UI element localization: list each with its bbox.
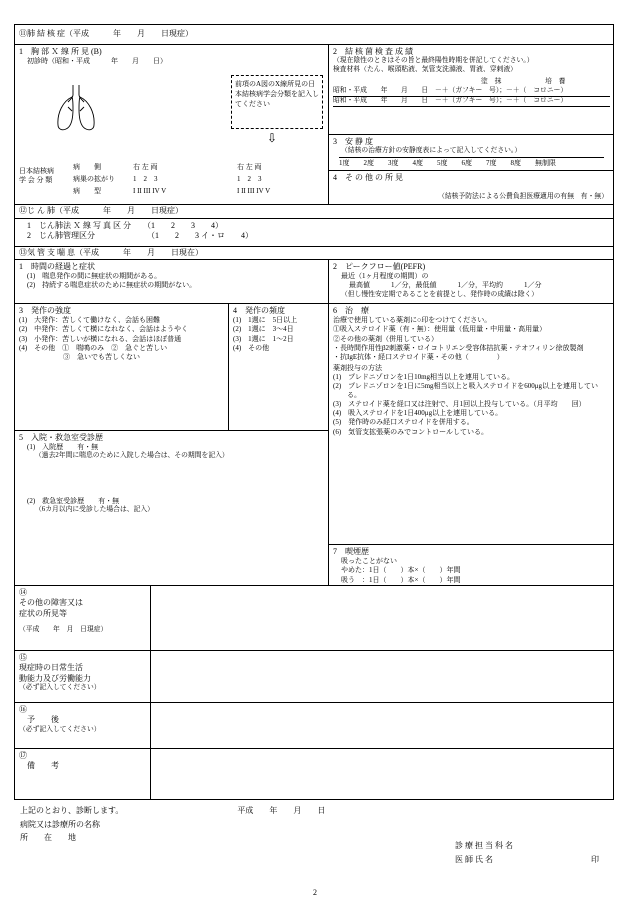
rest-degrees: 1度 2度 3度 4度 5度 6度 7度 8度 無制限	[339, 157, 604, 168]
pefr-cell	[328, 259, 614, 303]
smear-column-label: 塗 抹	[481, 78, 502, 86]
treatment-method: (2) プレドニゾロンを1日に5mg相当以上と吸入ステロイドを600μg以上を連用している。	[333, 382, 598, 400]
smoking-item: 吸ったことがない	[341, 557, 397, 566]
section-15-entry-area	[150, 650, 614, 702]
section-14-label-line2: 症状の所見等	[19, 608, 67, 618]
section-13-title: ⑬気 管 支 喘 息（平成 年 月 日現在）	[19, 248, 203, 257]
admission-note2: （6カ月以内に受診した場合は、記入）	[35, 506, 154, 514]
intensity-item: ③ 急いでも苦しくない	[63, 352, 140, 361]
intensity-item: (2) 中発作：苦しくて横になれなく、会話はようやく	[19, 325, 189, 334]
frequency-item: (2) 1週に 3～4日	[233, 325, 294, 334]
pneumoconiosis-management-class: 2 じん肺管理区分 （1 2 3 イ・ロ 4）	[27, 231, 253, 241]
xray-classification-note-box	[231, 75, 323, 129]
bacteria-test-cell	[328, 44, 614, 134]
xray-classification-note: 前項のA図のX線所見の日本結核病学会分類を記入してください	[235, 80, 319, 109]
xray-first-exam: 初診時（昭和・平成 年 月 日）	[27, 57, 167, 66]
culture-column-label: 培 養	[545, 78, 566, 86]
time-course-cell	[14, 259, 328, 303]
attack-intensity-heading: 3 発作の強度	[19, 306, 71, 315]
treatment-method: (3) ステロイド薬を経口又は注射で、月1回以上投与している。（月平均 回）	[333, 400, 586, 409]
section-16-label: 予 後	[27, 715, 59, 725]
bacteria-column-headers	[333, 78, 610, 87]
treatment-other-drugs: ②その他の薬剤（併用している）	[333, 334, 438, 343]
treatment-intro: 治療で使用している薬剤に○印をつけてください。	[333, 316, 492, 325]
section-16-note: （必ず記入してください）	[19, 725, 101, 733]
address-label: 所 在 地	[20, 833, 76, 842]
section-12-title: ⑫じ ん 肺（平成 年 月 日現症）	[19, 206, 183, 215]
smoking-item: 吸う ：1日（ ）本×（ ）年間	[341, 575, 461, 584]
bacteria-note2: 検査材料（たん、喉頭粘液、気管支洗滌液、胃液、穿刺液）	[333, 66, 517, 74]
treatment-method: (1) プレドニゾロンを1日10mg相当以上を連用している。	[333, 372, 515, 381]
page-number: 2	[313, 888, 317, 897]
xray-heading: 1 胸 部 Ｘ 線 所 見 (B)	[19, 47, 102, 56]
section-15-number: ⑮	[19, 653, 27, 662]
treatment-heading: 6 治 療	[333, 306, 369, 315]
department-label: 診 療 担 当 科 名	[455, 841, 513, 850]
section-15-label-line1: 現症時の日常生活	[19, 663, 83, 673]
section-12-items-cell	[14, 218, 614, 246]
society-classification-table	[19, 161, 321, 197]
bacteria-row-2: 昭和・平成 年 月 日 －＋（ガフキー 号）；－＋（ コロニー）	[333, 97, 610, 107]
declaration-line	[20, 806, 325, 816]
section-14-entry-area	[150, 585, 614, 650]
hospital-name-label: 病院又は診療所の名称	[20, 820, 100, 829]
section-14-label-cell	[14, 585, 150, 650]
smoking-history-cell	[328, 545, 614, 585]
pefr-values: 最高値 1／分，最低値 1／分，平均約 1／分	[349, 281, 542, 290]
other-findings-note: （結核予防法による公費負担医療適用の有無 有・無）	[438, 193, 608, 201]
bacteria-note1: （現在陰性のときはその旨と最終陽性時期を併記してください。）	[333, 57, 534, 65]
lungs-diagram-icon	[53, 83, 99, 133]
seal-label: 印	[591, 855, 599, 864]
declaration-text: 上記のとおり、診断します。	[20, 806, 124, 815]
form-table	[14, 24, 614, 800]
classification-row-type: 病 型 I II III IV V I II III IV V	[73, 187, 271, 195]
treatment-method: (5) 発作時のみ経口ステロイドを併用する。	[333, 418, 474, 427]
admission-item1: (1) 入院歴 有・無	[27, 443, 99, 452]
smoking-heading: 7 喫煙歴	[333, 547, 369, 556]
section-11-title: ⑪肺 結 核 症（平成 年 月 日現症）	[19, 29, 193, 38]
bacteria-heading: 2 結 核 菌 検 査 成 績	[333, 47, 413, 56]
section-16-label-cell	[14, 702, 150, 748]
classification-row-extent: 病巣の拡がり 1 2 3 1 2 3	[73, 175, 262, 183]
xray-findings-cell	[14, 44, 328, 204]
section-17-entry-area	[150, 748, 614, 800]
section-17-number: ⑰	[19, 751, 27, 760]
smoking-item: やめた：1日（ ）本×（ ）年間	[341, 566, 461, 575]
intensity-item: (1) 大発作：苦しくて働けなく、会話も困難	[19, 316, 161, 325]
admission-item2: (2) 救急室受診歴 有・無	[27, 497, 120, 506]
section-15-note: （必ず記入してください）	[19, 684, 101, 692]
pefr-note: （但し慢性安定期であることを前提とし、発作時の成績は除く）	[341, 290, 539, 298]
treatment-drug-list-1: ・長時間作用性β2刺激薬・ロイコトリエン受容体拮抗薬・テオフィリン徐放製剤	[333, 343, 584, 352]
bacteria-row-1: 昭和・平成 年 月 日 －＋（ガフキー 号）；－＋（ コロニー）	[333, 87, 610, 97]
section-14-label-line1: その他の障害又は	[19, 598, 83, 608]
pneumoconiosis-xray-class: 1 じん肺法 Ｘ 線 写 真 区 分 （1 2 3 4）	[27, 221, 223, 230]
treatment-inhaled-steroid: ①吸入ステロイド薬（有・無）：使用量（低用量・中用量・高用量）	[333, 325, 547, 334]
treatment-drug-list-2: ・抗IgE抗体・経口ステロイド薬・その他（ ）	[333, 352, 504, 361]
frequency-item: (1) 1週に 5日以上	[233, 316, 298, 325]
section-17-label-cell	[14, 748, 150, 800]
attack-frequency-cell	[228, 303, 328, 430]
society-label: 日本結核病 学 会 分 類	[19, 167, 54, 185]
section-13-header	[14, 246, 614, 259]
attack-intensity-cell	[14, 303, 228, 430]
pefr-heading: 2 ピークフロー値(PEFR)	[333, 262, 426, 271]
time-course-heading: 1 時間の経過と症状	[19, 262, 95, 271]
intensity-item: (3) 小発作：苦しいが横になれる、会話はほぼ普通	[19, 334, 182, 343]
admission-note1: （過去2年間に喘息のために入院した場合は、その期間を記入）	[35, 452, 229, 460]
classification-row-side: 病 側 右 左 両 右 左 両	[73, 163, 262, 171]
doctor-name-label: 医 師 氏 名	[455, 855, 493, 864]
treatment-method: (6) 気管支拡張薬のみでコントロールしている。	[333, 427, 489, 436]
admission-heading: 5 入院・救急室受診歴	[19, 433, 103, 442]
time-course-item: (1) 喘息発作の間に無症状の期間がある。	[27, 272, 162, 281]
down-arrow-icon: ⇩	[267, 131, 278, 145]
section-14-date-note: （平成 年 月 日現症）	[19, 626, 108, 634]
frequency-item: (4) その他	[233, 343, 270, 352]
treatment-method-heading: 薬剤投与の方法	[333, 363, 382, 372]
section-12-header	[14, 204, 614, 218]
section-16-entry-area	[150, 702, 614, 748]
frequency-item: (3) 1週に 1～2日	[233, 334, 294, 343]
rest-degree-cell	[328, 134, 614, 170]
other-findings-cell	[328, 170, 614, 204]
declaration-date: 平成 年 月 日	[237, 806, 326, 815]
pefr-period: 最近（1ヶ月程度の期間）の	[341, 272, 429, 281]
admission-history-cell	[14, 430, 328, 585]
time-course-item: (2) 持続する喘息症状のために無症状の期間がない。	[27, 281, 197, 290]
section-15-label-cell	[14, 650, 150, 702]
rest-heading: 3 安 静 度	[333, 137, 373, 146]
intensity-item: (4) その他 ① 喘鳴のみ ② 急ぐと苦しい	[19, 343, 168, 352]
section-16-number: ⑯	[19, 705, 27, 714]
rest-note: （結核の治療方針の安静度表によって記入してください。）	[341, 147, 522, 155]
section-14-number: ⑭	[19, 588, 27, 597]
section-17-label: 備 考	[27, 761, 59, 771]
treatment-method: (4) 吸入ステロイドを1日400μg以上を連用している。	[333, 409, 503, 418]
other-findings-heading: 4 そ の 他 の 所 見	[333, 173, 403, 182]
treatment-cell	[328, 303, 614, 545]
section-15-label-line2: 動能力及び労働能力	[19, 673, 91, 683]
section-11-header	[14, 24, 614, 44]
attack-frequency-heading: 4 発作の頻度	[233, 306, 285, 315]
